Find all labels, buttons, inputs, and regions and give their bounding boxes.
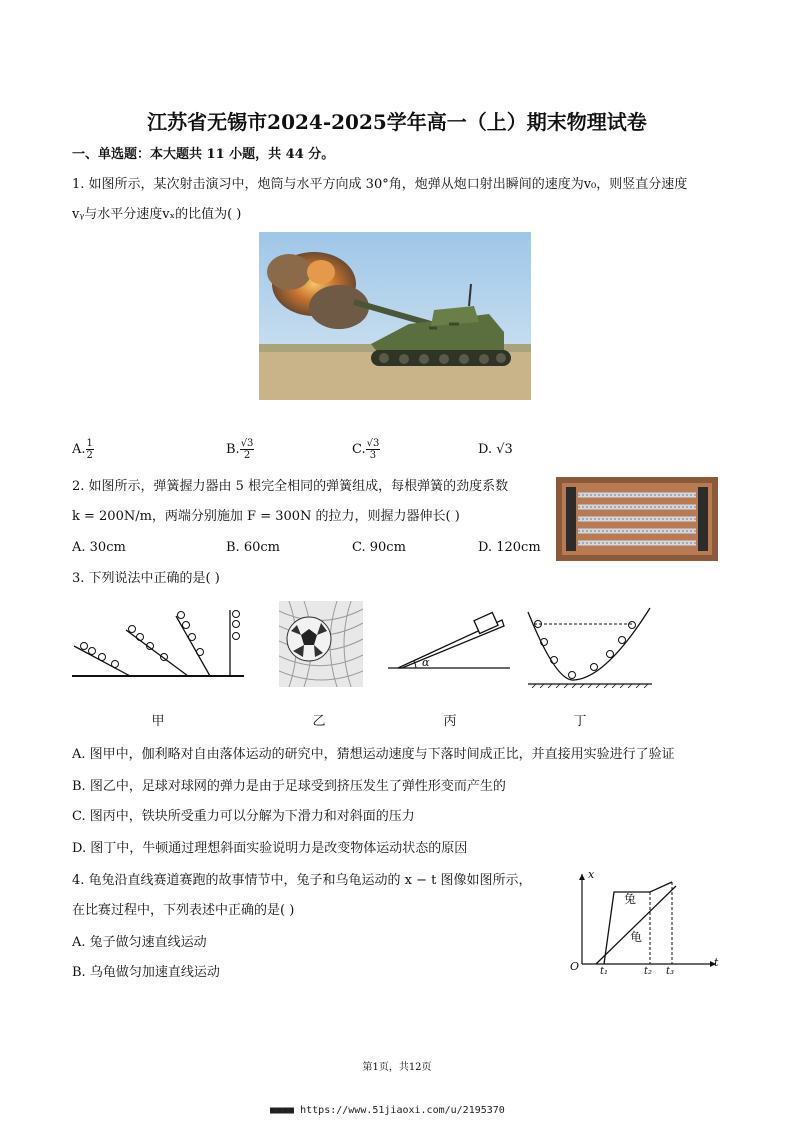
graph-x-label: x xyxy=(588,868,595,881)
q4-stem-line2: 在比赛过程中，下列表述中正确的是( ) xyxy=(72,903,295,918)
q1-option-a: A. $\frac{1}{2}$ xyxy=(72,438,93,461)
page-title: 江苏省无锡市2024-2025学年高一（上）期末物理试卷 xyxy=(147,110,647,134)
q1-option-d: D. √3 xyxy=(478,442,513,457)
caption-yi: 乙 xyxy=(312,714,326,729)
url-text[interactable]: https://www.51jiaoxi.com/u/2195370 xyxy=(300,1105,505,1116)
figure-jia xyxy=(70,606,246,686)
q3-option-d: D. 图丁中，牛顿通过理想斜面实验说明力是改变物体运动状态的原因 xyxy=(72,841,468,856)
caption-ding: 丁 xyxy=(573,714,587,729)
q2-stem-line2: k = 200N/m，两端分别施加 F = 300N 的拉力，则握力器伸长( ) xyxy=(72,509,460,524)
caption-jia: 甲 xyxy=(151,714,165,729)
q2-option-b: B. 60cm xyxy=(226,540,280,555)
q3-stem: 3. 下列说法中正确的是( ) xyxy=(72,571,220,586)
q3-option-b: B. 图乙中，足球对球网的弹力是由于足球受到挤压发生了弹性形变而产生的 xyxy=(72,779,506,794)
figure-bing xyxy=(384,600,514,674)
artillery-photo xyxy=(259,232,531,400)
source-url[interactable] xyxy=(270,1105,505,1116)
graph-origin-label: O xyxy=(570,960,580,973)
url-prefix: ■■■■ xyxy=(270,1105,295,1116)
graph-t2-label: t₂ xyxy=(644,966,653,977)
page-footer: 第1页，共12页 xyxy=(362,1062,432,1073)
graph-rabbit-label: 兔 xyxy=(624,892,637,906)
graph-t1-label: t₁ xyxy=(600,966,609,977)
q2-stem-line1: 2. 如图所示，弹簧握力器由 5 根完全相同的弹簧组成，每根弹簧的劲度系数 xyxy=(72,479,509,494)
q2-option-d: D. 120cm xyxy=(478,540,541,555)
q1-stem-line1: 1. 如图所示，某次射击演习中，炮筒与水平方向成 30°角，炮弹从炮口射出瞬间的速度为v₀，则竖直分速度 xyxy=(72,177,688,192)
q4-option-b: B. 乌龟做匀加速直线运动 xyxy=(72,965,220,980)
graph-t3-label: t₃ xyxy=(666,966,675,977)
q4-stem-line1: 4. 龟兔沿直线赛道赛跑的故事情节中，兔子和乌龟运动的 x − t 图像如图所示， xyxy=(72,873,532,888)
caption-bing: 丙 xyxy=(443,714,457,729)
q3-option-c: C. 图丙中，铁块所受重力可以分解为下滑力和对斜面的压力 xyxy=(72,809,415,824)
q1-option-c: C. $\frac{√3}{3}$ xyxy=(352,438,380,461)
figure-ding xyxy=(526,604,654,688)
q2-option-a: A. 30cm xyxy=(72,540,126,555)
q3-option-a: A. 图甲中，伽利略对自由落体运动的研究中，猜想运动速度与下落时间成正比，并直接用实验进行了验证 xyxy=(72,747,675,762)
figure-yi xyxy=(279,601,363,687)
graph-turtle-label: 龟 xyxy=(630,930,643,944)
graph-t-label: t xyxy=(714,956,719,969)
q2-option-c: C. 90cm xyxy=(352,540,406,555)
q1-stem-line2: vᵧ与水平分速度vₓ的比值为( ) xyxy=(72,207,242,222)
alpha-label: α xyxy=(422,656,430,669)
spring-gripper-photo xyxy=(556,477,718,561)
q1-option-b: B. $\frac{√3}{2}$ xyxy=(226,438,254,461)
section-heading: 一、单选题：本大题共 11 小题，共 44 分。 xyxy=(72,147,335,162)
q4-option-a: A. 兔子做匀速直线运动 xyxy=(72,935,207,950)
